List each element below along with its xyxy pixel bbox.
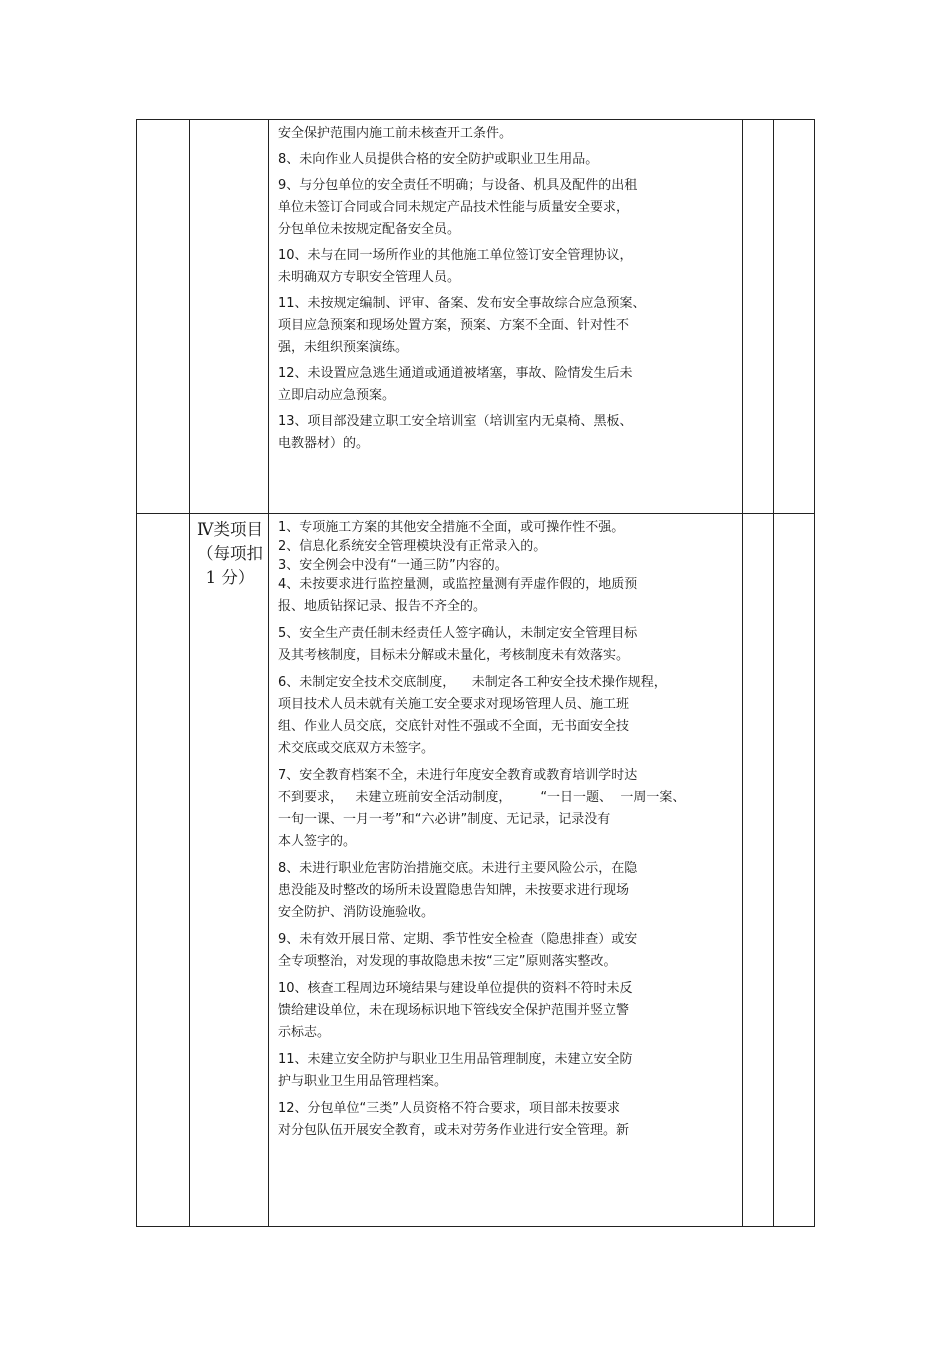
list-item: 1、专项施工方案的其他安全措施不全面，或可操作性不强。 [278,520,625,535]
list-item: 3、安全例会中没有“一通三防”内容的。 [278,558,508,573]
empty-cell [137,514,190,1227]
list-item: 10、核查工程周边环境结果与建设单位提供的资料不符时未反 馈给建设单位，未在现场标识地下管线安全保护范围并竖立警 示标志。 [278,981,633,1040]
items-cell [269,514,743,1227]
score-cell [743,120,774,514]
category-cell [190,120,269,514]
list-item: 13、项目部没建立职工安全培训室（培训室内无桌椅、黑板、 电教器材）的。 [278,414,633,451]
list-item: 9、未有效开展日常、定期、季节性安全检查（隐患排查）或安 全专项整治，对发现的事故隐患未按“三定”原则落实整改。 [278,932,638,969]
list-item: 12、未设置应急逃生通道或通道被堵塞，事故、险情发生后未 立即启动应急预案。 [278,366,633,403]
remark-cell [774,514,815,1227]
list-item: 8、未向作业人员提供合格的安全防护或职业卫生用品。 [278,152,599,167]
list-item: 6、未制定安全技术交底制度， 未制定各工种安全技术操作规程， 项目技术人员未就有关施工安全要求对现场管理人员、施工班 组、作业人员交底，交底针对性不强或不全面，无书面安全技 术交底或交底双方未签字。 [278,675,667,756]
list-item: 7、安全教育档案不全，未进行年度安全教育或教育培训学时达 不到要求， 未建立班前安全活动制度， “一日一题、 一周一案、 一旬一课、一月一考”和“六必讲”制度、无记录，记录没有 本人签字的。 [278,768,686,849]
table-row [137,514,815,1227]
list-item: 12、分包单位“三类”人员资格不符合要求，项目部未按要求 对分包队伍开展安全教育，或未对劳务作业进行安全管理。新 [278,1101,630,1138]
inspection-table [136,119,815,1227]
table-row [137,120,815,514]
list-item: 8、未进行职业危害防治措施交底。未进行主要风险公示，在隐 患没能及时整改的场所未设置隐患告知牌，未按要求进行现场 安全防护、消防设施验收。 [278,861,638,920]
empty-cell [137,120,190,514]
category-cell [190,514,269,1227]
list-item: 11、未建立安全防护与职业卫生用品管理制度，未建立安全防 护与职业卫生用品管理档案。 [278,1052,633,1089]
list-item: 10、未与在同一场所作业的其他施工单位签订安全管理协议， 未明确双方专职安全管理人员。 [278,248,633,285]
score-cell [743,514,774,1227]
list-item: 2、信息化系统安全管理模块没有正常录入的。 [278,539,547,554]
list-item: 5、安全生产责任制未经责任人签字确认，未制定安全管理目标 及其考核制度，目标未分解或未量化，考核制度未有效落实。 [278,626,638,663]
remark-cell [774,120,815,514]
items-cell [269,120,743,514]
list-item: 9、与分包单位的安全责任不明确；与设备、机具及配件的出租 单位未签订合同或合同未规定产品技术性能与质量安全要求， 分包单位未按规定配备安全员。 [278,178,638,237]
list-item: 11、未按规定编制、评审、备案、发布安全事故综合应急预案、 项目应急预案和现场处置方案，预案、方案不全面、针对性不 强，未组织预案演练。 [278,296,646,355]
list-item: 安全保护范围内施工前未核查开工条件。 [278,126,513,141]
list-item: 4、未按要求进行监控量测，或监控量测有弄虚作假的，地质预 报、地质钻探记录、报告不齐全的。 [278,577,638,614]
category-label: Ⅳ类项目（每项扣 1 分） [197,520,263,587]
